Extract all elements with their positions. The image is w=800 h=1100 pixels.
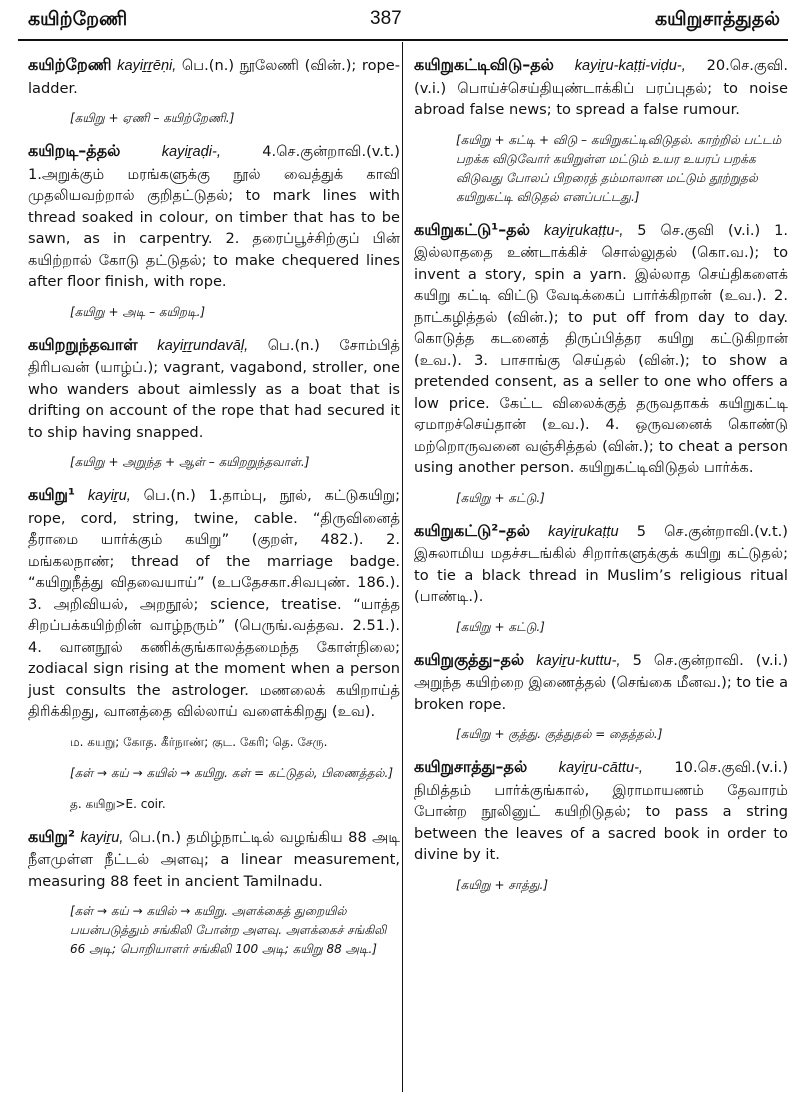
etymology: [கயிறு + ஏணி – கயிற்றேணி.] [70, 111, 235, 125]
entry [414, 520, 788, 608]
transliteration: kayiṟukaṭṭu [548, 523, 619, 540]
etymology: [கயிறு + கட்டு.] [456, 619, 545, 634]
definition: 4.செ.குன்றாவி.(v.t.) 1.அறுக்கும் மரங்களுக்கு நூல் வைத்துக் காவி முதலியவற்றால் குறிதட்டுதல்; to mark lines with thread soaked in colour, on timber that has to be sawn, as in carpentry. 2. தரைப்பூச்சிற்குப் பின் கயிற்றால் கோடு தட்டுதல்; to make chequered lines after floor finish, with rope. [28, 143, 400, 290]
etymology: [கயிறு + குத்து. குத்துதல் = தைத்தல்.] [456, 727, 663, 741]
definition: 5 செ.குன்றாவி.(v.t.) இசுலாமிய மதச்சடங்கில் சிறார்களுக்குக் கயிறு கட்டுதல்; to tie a black thread in Muslim’s religious ritual (பாண்டி.). [414, 522, 788, 605]
headword: கயிறுகுத்து–தல் [414, 649, 525, 669]
headword: கயிற்றேணி [28, 55, 112, 74]
definition: பெ.(n.) தமிழ்நாட்டில் வழங்கிய 88 அடி நீளமுள்ள நீட்டல் அளவு; a linear measurement, measuring 88 feet in ancient Tamilnadu. [28, 828, 400, 890]
entry [28, 140, 400, 293]
entry [414, 219, 788, 479]
entry [414, 756, 788, 866]
header-left-guideword: கயிற்றேணி [28, 8, 128, 30]
etymology: [கயிறு + கட்டி + விடு – கயிறுகட்டிவிடுதல். காற்றில் பட்டம் பறக்க விடுவோர் கயிறுள்ள மட்டும் உயர உயரப் பறக்க விடுவது போலப் பிறரைத் தம்மாலான மட்டும் தூற்றுதல் கயிறுகட்டி விடுதல் எனப்பட்டது.] [456, 132, 782, 204]
headword: கயிறுகட்டு¹–தல் [414, 219, 530, 239]
header-right-guideword: கயிறுசாத்துதல் [655, 8, 780, 30]
etymology: [கள் → கய் → கயில் → கயிறு. கள் = கட்டுதல், பிணைத்தல்.] [70, 765, 393, 780]
page-number: 387 [370, 8, 402, 29]
etymology: [கயிறு + சாத்து.] [456, 877, 549, 892]
definition: பெ.(n.) நூலேணி (வின்.); rope-ladder. [28, 57, 401, 97]
transliteration: kayiṟukaṭṭu-, [543, 222, 624, 239]
entry [28, 54, 400, 99]
headword: கயிறு¹ [28, 485, 76, 504]
headword: கயிறடி–த்தல் [28, 141, 121, 160]
definition: 5 செ.குன்றாவி. (v.i.) அறுந்த கயிற்றை இணைத்தல் (செங்கை மீனவ.); to tie a broken rope. [414, 651, 789, 713]
etymology: [கயிறு + அடி – கயிறடி.] [70, 304, 206, 319]
transliteration: kayiṟu-cāttu-, [558, 760, 643, 776]
definition: பெ.(n.) 1.தாம்பு, நூல், கட்டுகயிறு; rope, cord, string, twine, cable. “திருவினைத் தீராமை யார்க்கும் கயிறு” (குறள், 482.). 2. மங்கலநாண்; thread of the marriage badge. “கயிறுநீத்து விதவையாய்” (உபதேசகா.சிவபுண். 186.). 3. அறிவியல், அறநூல்; science, treatise. “யாத்த சிறப்பக்கயிற்றின் வாழ்நரும்” (பெருங்.வத்தவ. 2.51.). 4. வானநூல் கணிக்குங்காலத்தமைந்த கோள்நிலை; zodiacal sign rising at the moment when a person just consults the astrologer. மணலைக் கயிறாய்த் திரிக்கிறது, வானத்தை வில்லாய் வளைக்கிறது (உவ). [28, 487, 400, 720]
entry [28, 826, 400, 893]
etymology: [கள் → கய் → கயில் → கயிறு. அளக்கைத் துறையில் பயன்படுத்தும் சங்கிலி போன்ற அளவு. அளக்கைச் சங்கிலி 66 அடி; பொறியாளர் சங்கிலி 100 அடி; கயிறு 88 அடி.] [70, 904, 387, 956]
entry [28, 484, 400, 723]
headword: கயிறு² [28, 826, 76, 846]
definition: பெ.(n.) சோம்பித் திரிபவன் (யாழ்ப்.); vagrant, vagabond, stroller, one who wanders about aimlessly as a boat that is drifting on account of the rope that had secured it to ship having snapped. [28, 336, 401, 441]
transliteration: kayiṟaḍi-, [161, 144, 221, 160]
definition: 10.செ.குவி.(v.i.) நிமித்தம் பார்க்குங்கால், இராமாயணம் தேவாரம் போன்ற நூலினுட் கயிறிடுதல்; to pass a string between the leaves of a sacred book in order to divine by it. [414, 759, 789, 863]
headword: கயிறுசாத்து–தல் [414, 757, 528, 776]
header-rule [18, 39, 788, 41]
transliteration: kayiṟu, [87, 488, 131, 504]
headword: கயிறுகட்டு²–தல் [414, 520, 530, 540]
transliteration: kayiṟṟēṇi, [117, 58, 177, 74]
definition: 20.செ.குவி. (v.i.) பொய்ச்செய்தியுண்டாக்கிப் பரப்புதல்; to noise abroad false news; to spread a false rumour. [414, 57, 789, 118]
entry [28, 334, 400, 444]
headword: கயிறறுந்தவாள் [28, 334, 138, 354]
etymology: [கயிறு + கட்டு.] [456, 490, 545, 505]
transliteration: kayiṟṟundavāḷ, [157, 337, 249, 354]
cognates: த. கயிறு>E. coir. [70, 796, 166, 811]
headword: கயிறுகட்டிவிடு–தல் [414, 55, 554, 74]
transliteration: kayiṟu-kuttu-, [536, 652, 621, 669]
entry [414, 649, 788, 716]
cognates: ம. கயறு; கோத. கீர்நாண்; குட. கேரி; தெ. சேரு. [70, 734, 328, 749]
left-column [28, 54, 400, 971]
right-column [414, 54, 788, 907]
entry [414, 54, 788, 121]
etymology: [கயிறு + அறுந்த + ஆள் – கயிறறுந்தவாள்.] [70, 455, 310, 469]
column-divider [402, 42, 403, 1092]
page-header [0, 0, 800, 42]
transliteration: kayiṟu-kaṭṭi-viḍu-, [574, 58, 686, 74]
definition: 5 செ.குவி (v.i.) 1. இல்லாததை உண்டாக்கிச் சொல்லுதல் (கொ.வ.); to invent a story, spin a yarn. இல்லாத செய்திகளைக் கயிறு கட்டி விட்டு வேடிக்கைப் பார்க்கிறான் (உவ.). 2. நாட்கழித்தல் (வின்.); to put off from day to day. கொடுத்த கடனைத் திருப்பித்தர கயிறு கட்டுகிறான் (உவ.). 3. பாசாங்கு செய்தல் (வின்.); to show a pretended consent, as a seller to one who offers a low price. கேட்ட விலைக்குத் தருவதாகக் கயிறுகட்டி ஏமாறச்செய்தான் (உவ.). 4. ஒருவனைக் கொண்டு மற்றொருவனை வஞ்சித்தல் (வின்.); to cheat a person using another person. கயிறுகட்டிவிடுதல் பார்க்க. [414, 221, 788, 476]
transliteration: kayiṟu, [80, 829, 124, 846]
